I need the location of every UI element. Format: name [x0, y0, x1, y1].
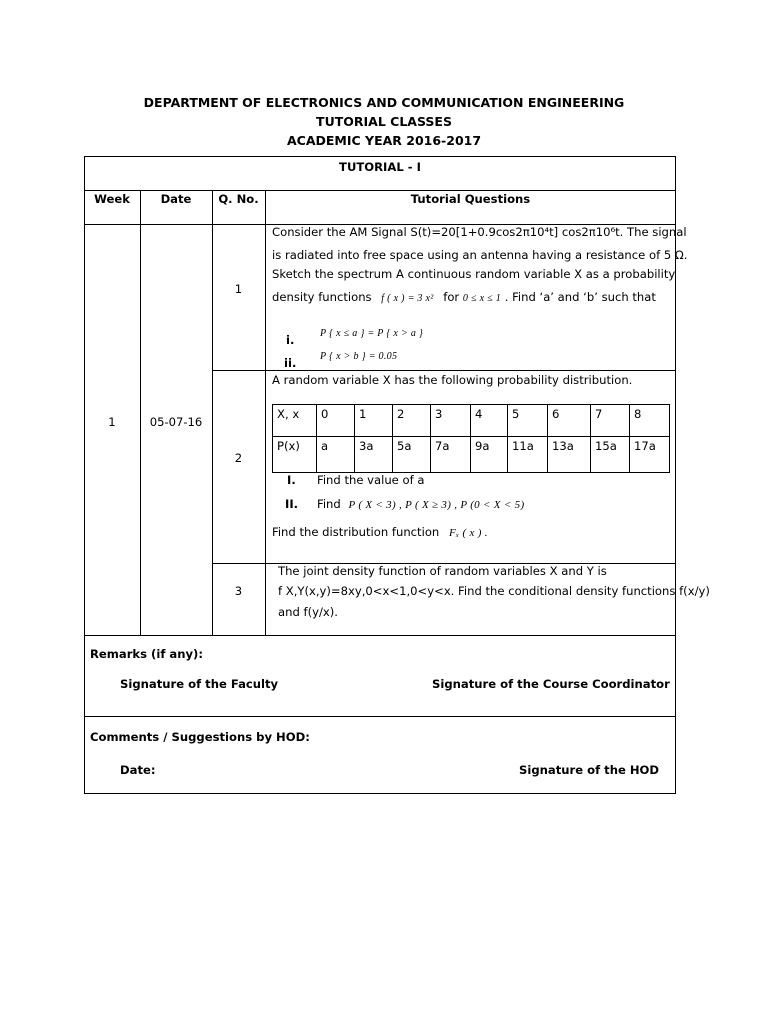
- dist-table-vline: [272, 404, 273, 473]
- dist-table-value-cell: 17a: [634, 439, 656, 453]
- dist-table-vline: [354, 404, 355, 473]
- dist-table-vline: [669, 404, 670, 473]
- dist-table-value-cell: a: [321, 439, 329, 453]
- q1-pdf-formula: f ( x ) = 3 x²: [381, 293, 434, 304]
- col-header-questions: Tutorial Questions: [410, 192, 531, 206]
- q2-dist-fn-formula: Fₓ ( x ) .: [448, 527, 488, 539]
- dist-table-header-cell: 1: [359, 407, 367, 421]
- week-date-divider: [140, 190, 141, 636]
- coordinator-signature-label: Signature of the Course Coordinator: [432, 677, 670, 691]
- dist-table-vline: [590, 404, 591, 473]
- dist-table-vline: [392, 404, 393, 473]
- tutorial-classes-heading: TUTORIAL CLASSES: [316, 114, 452, 129]
- q1-item-ii-label: ii.: [284, 356, 297, 370]
- questions-remarks-divider: [84, 635, 676, 636]
- col-header-qno: Q. No.: [218, 192, 259, 206]
- date-qno-divider: [212, 190, 213, 636]
- q3-line2: f X,Y(x,y)=8xy,0<x<1,0<y<x. Find the conditional density functions f(x/y): [278, 584, 710, 598]
- q1-line4-text-b: for: [443, 290, 460, 304]
- dist-table-header-cell: 4: [475, 407, 483, 421]
- q1-item-i-label: i.: [286, 333, 295, 347]
- q2-item1-label: I.: [287, 473, 296, 487]
- hod-date-label: Date:: [120, 763, 156, 777]
- dist-table-vline: [629, 404, 630, 473]
- remarks-hod-divider: [84, 716, 676, 717]
- dist-table-value-cell: 11a: [512, 439, 534, 453]
- col-header-date: Date: [160, 192, 192, 206]
- dist-table-value-cell: P(x): [277, 439, 300, 453]
- dist-table-value-cell: 13a: [552, 439, 574, 453]
- q1-range-formula: 0 ≤ x ≤ 1: [462, 293, 502, 304]
- week-value: 1: [108, 415, 116, 429]
- date-value: 05-07-16: [149, 415, 203, 429]
- dist-table-header-cell: X, x: [277, 407, 300, 421]
- q2-dist-fn-text: Find the distribution function: [272, 525, 440, 539]
- q1-line4-text-a: density functions: [272, 290, 372, 304]
- q3-line3: and f(y/x).: [278, 605, 338, 619]
- q3-line1: The joint density function of random variables X and Y is: [278, 564, 607, 578]
- dist-table-value-cell: 5a: [397, 439, 412, 453]
- dist-table-value-cell: 9a: [475, 439, 490, 453]
- dist-table-value-cell: 15a: [595, 439, 617, 453]
- dist-table-value-cell: 7a: [435, 439, 450, 453]
- remarks-label: Remarks (if any):: [90, 647, 203, 661]
- q3-number: 3: [234, 584, 243, 598]
- department-heading: DEPARTMENT OF ELECTRONICS AND COMMUNICATION ENGINEERING: [143, 95, 625, 110]
- qno-questions-divider: [265, 190, 266, 636]
- dist-table-vline: [470, 404, 471, 473]
- dist-table-header-cell: 5: [512, 407, 520, 421]
- hod-comments-label: Comments / Suggestions by HOD:: [90, 730, 310, 744]
- q1-number: 1: [234, 282, 243, 296]
- dist-table-header-cell: 6: [552, 407, 560, 421]
- tutorial-title: TUTORIAL - I: [339, 160, 421, 174]
- q2-item2-label: II.: [285, 497, 299, 511]
- q1-line1: Consider the AM Signal S(t)=20[1+0.9cos2π10⁴t] cos2π10⁶t. The signal: [272, 225, 687, 239]
- dist-table-header-cell: 7: [595, 407, 603, 421]
- q1-line3: Sketch the spectrum A continuous random variable X as a probability: [272, 267, 676, 281]
- q2-item2-text: Find: [317, 497, 341, 511]
- dist-table-header-cell: 3: [435, 407, 443, 421]
- q2-intro: A random variable X has the following probability distribution.: [272, 373, 633, 387]
- dist-table-vline: [430, 404, 431, 473]
- academic-year-heading: ACADEMIC YEAR 2016-2017: [286, 133, 482, 148]
- q1-line4-text-c: . Find ‘a’ and ‘b’ such that: [504, 290, 656, 304]
- dist-table-header-cell: 2: [397, 407, 405, 421]
- title-row-divider: [84, 190, 676, 191]
- dist-table-vline: [507, 404, 508, 473]
- dist-table-vline: [316, 404, 317, 473]
- col-header-week: Week: [94, 192, 130, 206]
- q2-number: 2: [234, 451, 243, 465]
- q1-q2-divider: [212, 370, 676, 371]
- hod-signature-label: Signature of the HOD: [519, 763, 660, 777]
- q1-item-i-formula: P { x ≤ a } = P { x > a }: [320, 328, 424, 339]
- dist-table-value-cell: 3a: [359, 439, 374, 453]
- q2-item2-formula: P ( X < 3) , P ( X ≥ 3) , P (0 < X < 5): [348, 499, 525, 511]
- q2-item1-text: Find the value of a: [317, 473, 425, 487]
- q1-item-ii-formula: P { x > b } = 0.05: [320, 351, 398, 362]
- faculty-signature-label: Signature of the Faculty: [120, 677, 279, 691]
- dist-table-vline: [547, 404, 548, 473]
- q1-line4: [272, 291, 656, 305]
- q2-item2: [317, 498, 524, 512]
- q2-dist-fn: [272, 526, 488, 540]
- dist-table-header-cell: 0: [321, 407, 329, 421]
- q1-line2: is radiated into free space using an antenna having a resistance of 5 Ω.: [272, 248, 688, 262]
- dist-table-header-cell: 8: [634, 407, 642, 421]
